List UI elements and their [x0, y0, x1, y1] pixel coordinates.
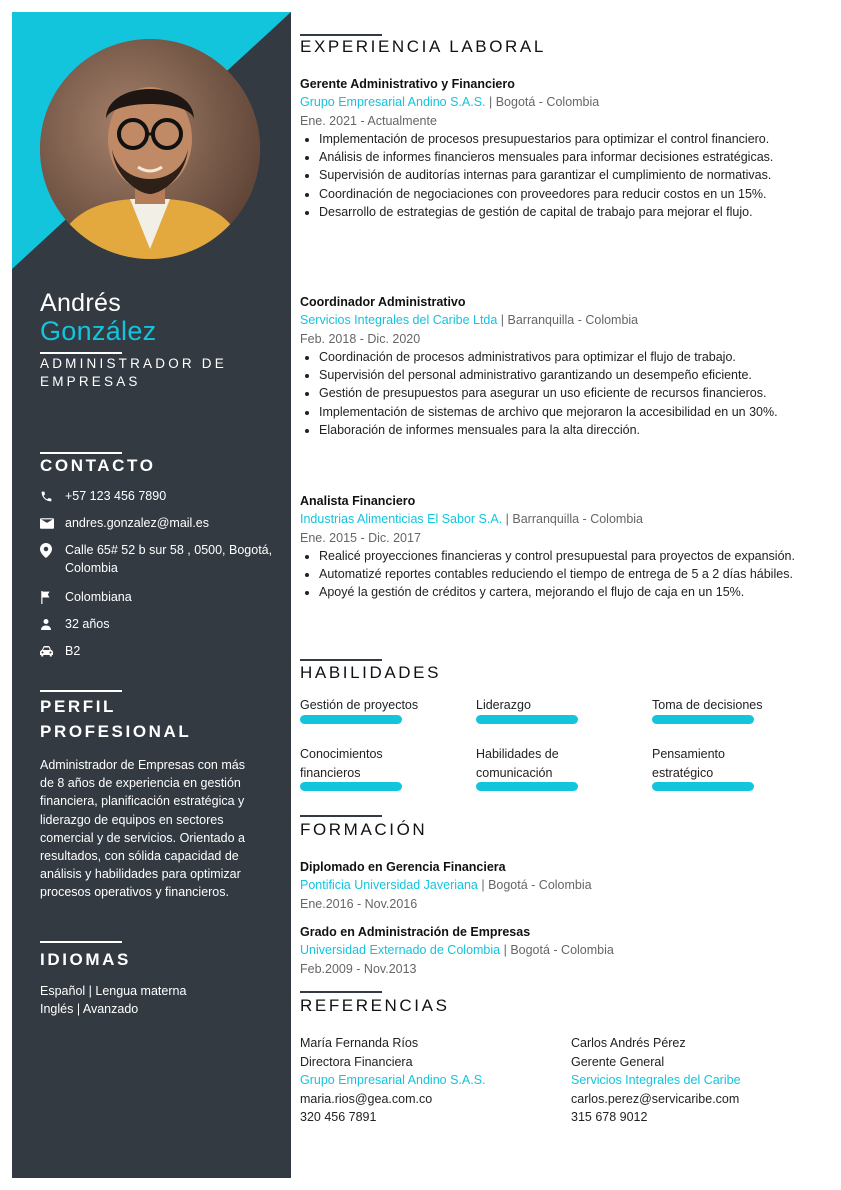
location-pin-icon	[40, 541, 65, 559]
license-text: B2	[65, 644, 81, 658]
car-icon	[40, 642, 65, 660]
age-text: 32 años	[65, 617, 110, 631]
contact-heading: CONTACTO	[40, 456, 156, 475]
divider	[300, 659, 382, 661]
reference-phone: 320 456 7891	[300, 1110, 377, 1124]
bullet-item: • Coordinación de negociaciones con proveedores para reducir costos en un 15%.	[319, 185, 815, 203]
bullet-item: • Realicé proyecciones financieras y control presupuestal para proyectos de expansión.	[319, 547, 815, 565]
degree-title: Grado en Administración de Empresas	[300, 925, 531, 939]
sidebar	[12, 12, 291, 1178]
reference-card	[300, 1034, 540, 1127]
job-title: Coordinador Administrativo	[300, 295, 466, 309]
bullet-item: • Implementación de procesos presupuestarios para optimizar el control financiero.	[319, 130, 815, 148]
skill-bar	[652, 715, 754, 724]
bullet-item: • Supervisión del personal administrativo garantizando un desempeño eficiente.	[319, 366, 815, 384]
divider	[300, 991, 382, 993]
references-heading: REFERENCIAS	[300, 996, 450, 1015]
nationality-text: Colombiana	[65, 590, 132, 604]
job-bullets	[300, 348, 815, 439]
flag-icon	[40, 588, 65, 606]
reference-role: Directora Financiera	[300, 1054, 413, 1069]
reference-role: Gerente General	[571, 1054, 665, 1069]
skill-label: Gestión de proyectos	[300, 698, 419, 712]
skill-bar	[300, 782, 402, 791]
job-title: Analista Financiero	[300, 494, 416, 508]
email-text: andres.gonzalez@mail.es	[65, 516, 210, 530]
job-dates: Ene. 2021 - Actualmente	[300, 113, 437, 128]
divider	[40, 452, 122, 454]
reference-name: María Fernanda Ríos	[300, 1036, 419, 1050]
job-bullets	[300, 130, 815, 221]
language-item: Inglés | Avanzado	[40, 1002, 139, 1016]
reference-company: Servicios Integrales del Caribe	[571, 1073, 741, 1087]
skill-label: Toma de decisiones	[652, 698, 763, 712]
person-icon	[40, 615, 65, 633]
skill-label: Conocimientos financieros	[300, 747, 383, 780]
institution-name: Universidad Externado de Colombia	[300, 943, 501, 957]
bullet-item: • Implementación de sistemas de archivo que mejoraron la accesibilidad en un 30%.	[319, 403, 815, 421]
divider	[40, 352, 122, 354]
contact-phone	[40, 487, 280, 505]
degree-title: Diplomado en Gerencia Financiera	[300, 860, 506, 874]
education-dates: Ene.2016 - Nov.2016	[300, 896, 418, 911]
institution-location: | Bogotá - Colombia	[500, 943, 614, 957]
reference-company: Grupo Empresarial Andino S.A.S.	[300, 1073, 486, 1087]
last-name: González	[40, 316, 157, 346]
skill-bar	[652, 782, 754, 791]
reference-card	[571, 1034, 811, 1127]
skill-bar	[300, 715, 402, 724]
contact-nationality	[40, 588, 280, 606]
job-location: | Barranquilla - Colombia	[502, 512, 643, 526]
education-entry	[300, 923, 815, 978]
education-heading: FORMACIÓN	[300, 820, 428, 839]
company-name: Grupo Empresarial Andino S.A.S.	[300, 95, 486, 109]
institution-line	[300, 876, 815, 895]
profile-photo	[40, 39, 260, 259]
idiomas-heading: IDIOMAS	[40, 950, 131, 969]
job-location: | Bogotá - Colombia	[485, 95, 600, 109]
skill-bar	[476, 782, 578, 791]
bullet-item: • Coordinación de procesos administrativos para optimizar el flujo de trabajo.	[319, 348, 815, 366]
phone-text: +57 123 456 7890	[65, 489, 167, 503]
contact-email	[40, 514, 280, 532]
contact-address	[40, 541, 280, 577]
contact-age	[40, 615, 280, 633]
reference-name: Carlos Andrés Pérez	[571, 1036, 686, 1050]
mail-icon	[40, 514, 65, 532]
institution-line	[300, 941, 815, 960]
job-title: ADMINISTRADOR DE EMPRESAS	[40, 356, 227, 389]
job-bullets	[300, 547, 815, 602]
education-entry	[300, 858, 815, 913]
bullet-item: • Desarrollo de estrategias de gestión de capital de trabajo para mejorar el flujo.	[319, 203, 815, 221]
reference-email: maria.rios@gea.com.co	[300, 1091, 433, 1106]
reference-email: carlos.perez@servicaribe.com	[571, 1091, 740, 1106]
experience-heading: EXPERIENCIA LABORAL	[300, 37, 546, 56]
job-entry	[300, 492, 815, 602]
job-dates: Feb. 2018 - Dic. 2020	[300, 331, 421, 346]
divider	[300, 815, 382, 817]
bullet-item: • Supervisión de auditorías internas para garantizar el cumplimiento de normativas.	[319, 166, 815, 184]
skills-heading: HABILIDADES	[300, 663, 442, 682]
skill-label: Liderazgo	[476, 698, 531, 712]
job-company-line	[300, 93, 815, 112]
profile-summary: Administrador de Empresas con más de 8 años de experiencia en gestión financiera, planificación estratégica y liderazgo de equipos en sectores comercial y de servicios. Orientado a resultados, con sólida capacidad de análisis y habilidades para optimizar procesos operativos y financieros.	[40, 758, 245, 900]
bullet-item: • Análisis de informes financieros mensuales para informar decisiones estratégicas.	[319, 148, 815, 166]
company-name: Servicios Integrales del Caribe Ltda	[300, 313, 498, 327]
institution-location: | Bogotá - Colombia	[477, 878, 592, 892]
bullet-item: • Apoyé la gestión de créditos y cartera, mejorando el flujo de caja en un 15%.	[319, 583, 815, 601]
language-item: Español | Lengua materna	[40, 984, 187, 998]
skill-bar	[476, 715, 578, 724]
institution-name: Pontificia Universidad Javeriana	[300, 878, 478, 892]
skill-label: Habilidades de comunicación	[476, 747, 559, 780]
job-location: | Barranquilla - Colombia	[497, 313, 639, 327]
job-entry	[300, 75, 815, 221]
job-dates: Ene. 2015 - Dic. 2017	[300, 530, 421, 545]
bullet-item: • Elaboración de informes mensuales para la alta dirección.	[319, 421, 815, 439]
divider	[300, 34, 382, 36]
contact-license	[40, 642, 280, 660]
education-dates: Feb.2009 - Nov.2013	[300, 961, 417, 976]
divider	[40, 941, 122, 943]
divider	[40, 690, 122, 692]
bullet-item: • Gestión de presupuestos para asegurar un uso eficiente de recursos financieros.	[319, 384, 815, 402]
phone-icon	[40, 487, 65, 505]
job-company-line	[300, 510, 815, 529]
skill-label: Pensamiento estratégico	[652, 747, 725, 780]
job-entry	[300, 293, 815, 439]
company-name: Industrias Alimenticias El Sabor S.A.	[300, 512, 503, 526]
bullet-item: • Automatizé reportes contables reduciendo el tiempo de entrega de 5 a 2 días hábiles.	[319, 565, 815, 583]
perfil-heading: PERFIL PROFESIONAL	[40, 697, 192, 741]
job-title: Gerente Administrativo y Financiero	[300, 77, 515, 91]
job-company-line	[300, 311, 815, 330]
address-text: Calle 65# 52 b sur 58 , 0500, Bogotá, Colombia	[65, 543, 273, 575]
reference-phone: 315 678 9012	[571, 1110, 648, 1124]
first-name: Andrés	[40, 289, 122, 317]
